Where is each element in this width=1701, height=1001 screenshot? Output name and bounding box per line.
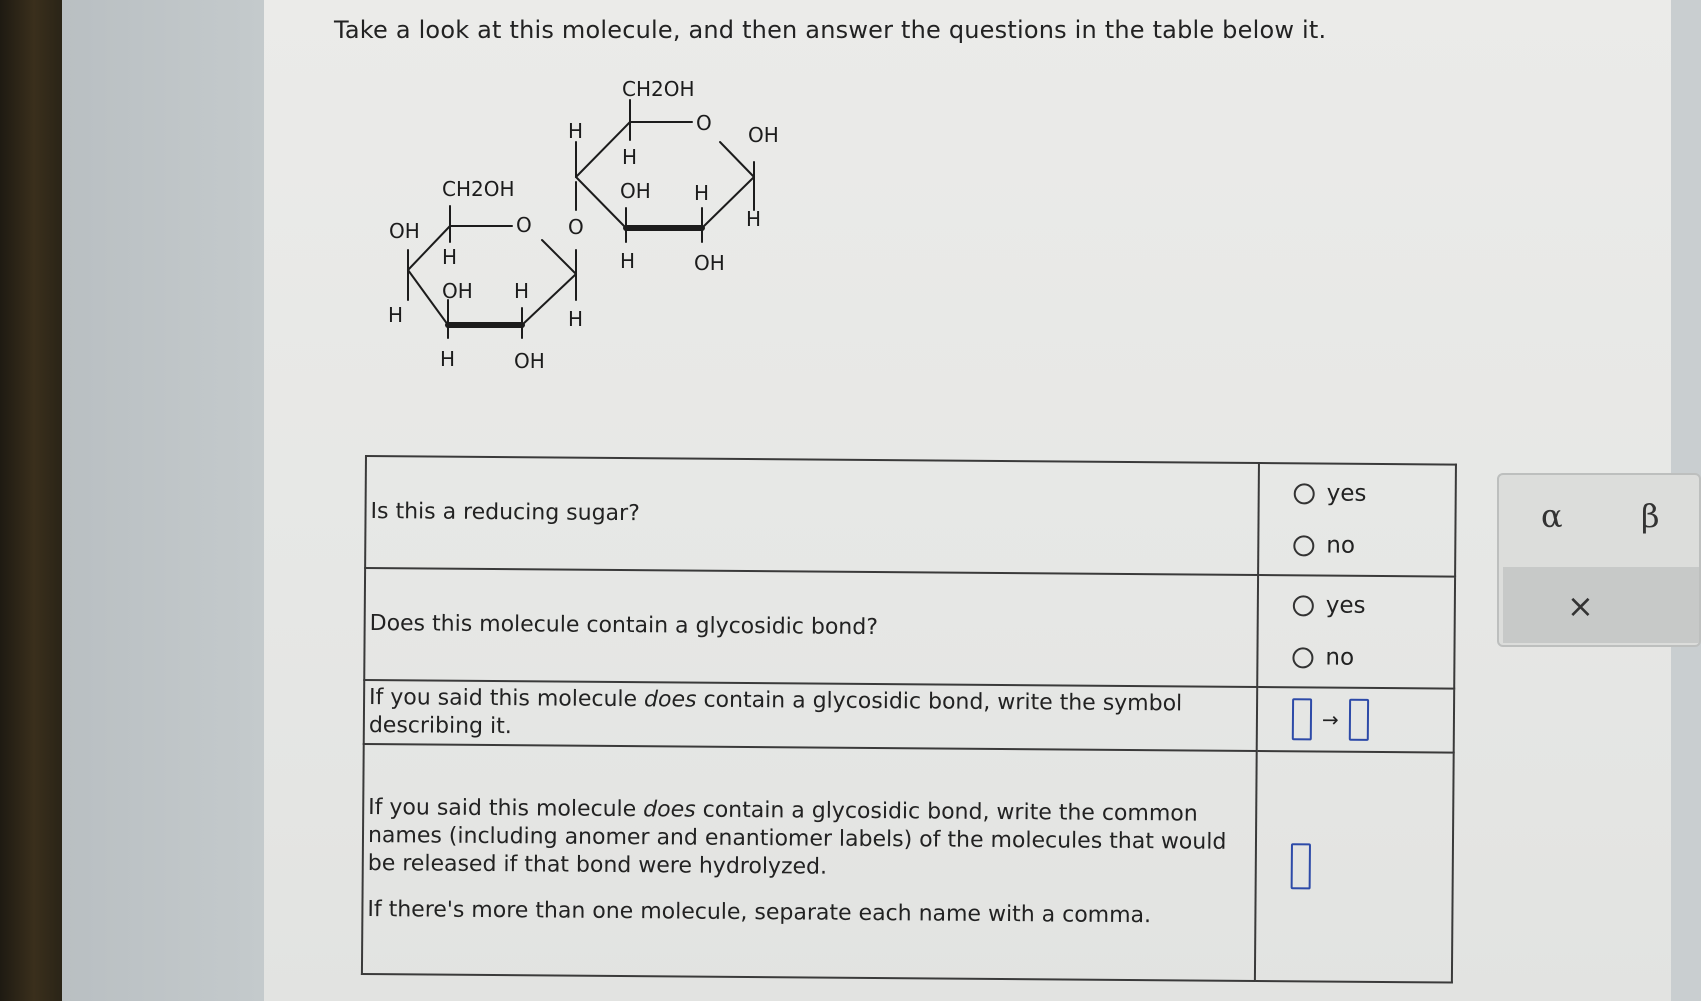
right-h-label: H (620, 249, 636, 273)
table-row (364, 680, 1454, 753)
question-text: If you said this molecule does contain a glycosidic bond, write the common names (including anomer and enantiomer labels) of the molecules that would be released if that bond were hydrolyzed. (367, 795, 1227, 880)
sidebar-panel (62, 0, 264, 1001)
radio-option-no[interactable]: no (1293, 519, 1450, 572)
answer-cell (1255, 751, 1454, 983)
arrow-icon: → (1321, 707, 1339, 732)
beta-button[interactable]: β (1641, 497, 1660, 535)
disaccharide-structure (390, 70, 810, 390)
left-h-label: H (440, 347, 456, 371)
radio-option-yes[interactable]: yes (1294, 467, 1451, 520)
radio-circle-icon[interactable] (1293, 595, 1314, 616)
right-oh-label: OH (748, 123, 779, 147)
radio-circle-icon[interactable] (1292, 647, 1313, 668)
left-oh-label: OH (514, 349, 545, 373)
right-oh-label: OH (694, 251, 725, 275)
question-cell (364, 568, 1258, 687)
table-row (362, 744, 1454, 983)
question-text: Is this a reducing sugar? (370, 499, 640, 527)
answer-cell (1257, 575, 1455, 689)
right-h-label: H (622, 145, 638, 169)
left-ring-o-label: O (516, 213, 532, 237)
clear-bar (1503, 567, 1699, 643)
question-cell (364, 680, 1257, 751)
right-h-label: H (746, 207, 762, 231)
clear-button[interactable]: × (1567, 587, 1594, 625)
question-text: If you said this molecule does contain a glycosidic bond, write the symbol describing it. (368, 685, 1183, 740)
left-oh-label: OH (442, 279, 473, 303)
left-h-label: H (514, 279, 530, 303)
names-input[interactable] (1291, 843, 1311, 889)
bond-to-input[interactable] (1349, 699, 1369, 741)
left-oh-label: OH (389, 219, 420, 243)
alpha-button[interactable]: α (1541, 497, 1563, 535)
bridge-o-label: O (568, 215, 584, 239)
bond-from-input[interactable] (1292, 698, 1312, 740)
left-h-label: H (568, 307, 584, 331)
question-table (361, 455, 1457, 984)
table-row (365, 456, 1456, 577)
left-h-label: H (442, 245, 458, 269)
question-text: Does this molecule contain a glycosidic bond? (369, 611, 879, 641)
table-row (364, 568, 1455, 689)
question-note: If there's more than one molecule, separate each name with a comma. (367, 897, 1152, 929)
right-h-label: H (568, 119, 584, 143)
right-ch2oh-label: CH2OH (622, 77, 695, 101)
question-cell (362, 744, 1257, 981)
left-h-label: H (388, 303, 404, 327)
right-h-label: H (694, 181, 710, 205)
radio-circle-icon[interactable] (1294, 483, 1315, 504)
monitor-bezel (0, 0, 62, 1001)
question-prompt: Take a look at this molecule, and then answer the questions in the table below it. (334, 16, 1327, 44)
right-oh-label: OH (620, 179, 651, 203)
answer-cell (1257, 687, 1454, 753)
radio-option-no[interactable]: no (1292, 631, 1449, 684)
answer-cell (1258, 463, 1456, 577)
radio-circle-icon[interactable] (1293, 535, 1314, 556)
symbol-palette (1497, 473, 1701, 647)
right-ring-o-label: O (696, 111, 712, 135)
left-ch2oh-label: CH2OH (442, 177, 515, 201)
radio-option-yes[interactable]: yes (1293, 579, 1450, 632)
question-cell (365, 456, 1259, 575)
